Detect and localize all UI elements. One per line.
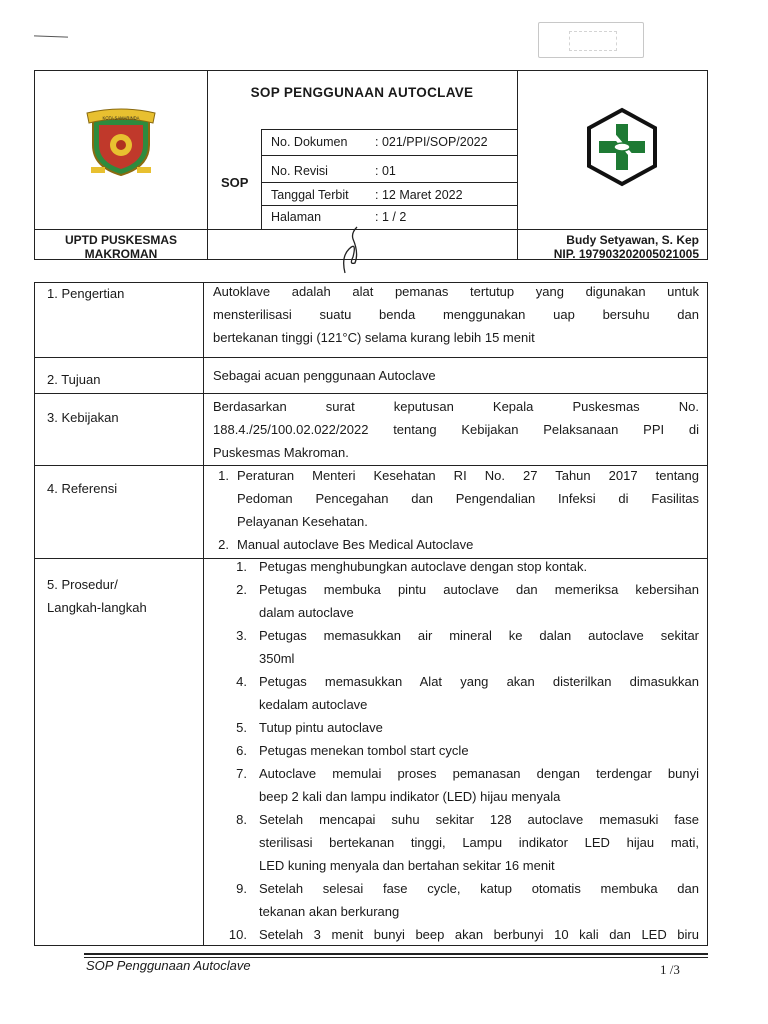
info-row-halaman: Halaman : 1 / 2: [271, 210, 407, 224]
list-item: 2. Petugas membuka pintu autoclave dan memeriksa kebersihan dalam autoclave: [236, 582, 699, 620]
sop-header: [34, 70, 708, 260]
section-text-tujuan: Sebagai acuan penggunaan Autoclave: [213, 368, 436, 383]
pen-mark: [34, 35, 68, 37]
list-item: 1. Peraturan Menteri Kesehatan RI No. 27 Tahun 2017 tentang Pedoman Pencegahan dan Pengendalian Infeksi di Fasilitas Pelayanan Kesehatan.: [218, 468, 699, 529]
info-row-tanggal: Tanggal Terbit : 12 Maret 2022: [271, 188, 463, 202]
list-item: 7. Autoclave memulai proses pemanasan dengan terdengar bunyi beep 2 kali dan lampu indikator (LED) hijau menyala: [236, 766, 699, 804]
list-item: 3. Petugas memasukkan air mineral ke dalan autoclave sekitar 350ml: [236, 628, 699, 666]
organization-name: UPTD PUSKESMAS MAKROMAN: [64, 233, 177, 261]
list-item: 4. Petugas memasukkan Alat yang akan disterilkan dimasukkan kedalam autoclave: [236, 674, 699, 712]
sop-label: SOP: [221, 175, 249, 190]
city-emblem-logo: [83, 107, 159, 177]
section-label-pengertian: 1. Pengertian: [47, 286, 125, 301]
signature: [331, 223, 371, 275]
list-item: 2. Manual autoclave Bes Medical Autoclave: [218, 537, 474, 552]
section-label-tujuan: 2. Tujuan: [47, 372, 101, 387]
list-item: 6. Petugas menekan tombol start cycle: [236, 743, 469, 758]
section-list-prosedur: [213, 555, 699, 946]
section-text-kebijakan: Berdasarkan surat keputusan Kepala Puskesmas No. 188.4./25/100.02.022/2022 tentang Kebijakan Pelaksanaan PPI di Puskesmas Makroman.: [213, 399, 699, 460]
info-row-dokumen: No. Dokumen : 021/PPI/SOP/2022: [271, 135, 488, 149]
section-label-kebijakan: 3. Kebijakan: [47, 410, 119, 425]
list-item: 8. Setelah mencapai suhu sekitar 128 autoclave memasuki fase sterilisasi bertekanan tinggi, Lampu indikator LED hijau mati, LED kuning menyala dan bertahan sekitar 16 menit: [236, 812, 699, 873]
list-item: 10. Setelah 3 menit bunyi beep akan berbunyi 10 kali dan LED biru: [228, 927, 699, 942]
puskesmas-logo: [585, 107, 659, 187]
list-item: 9. Setelah selesai fase cycle, katup otomatis membuka dan tekanan akan berkurang: [236, 881, 699, 919]
info-row-revisi: No. Revisi : 01: [271, 164, 396, 178]
list-item: 1. Petugas menghubungkan autoclave dengan stop kontak.: [236, 559, 588, 574]
footer-page-number: 1 /3: [660, 962, 680, 977]
document-title: SOP PENGGUNAAN AUTOCLAVE: [250, 85, 474, 100]
stamp-box: [538, 22, 644, 58]
section-label-referensi: 4. Referensi: [47, 481, 118, 496]
section-text-pengertian: Autoklave adalah alat pemanas tertutup yang digunakan untuk mensterilisasi suatu benda menggunakan uap bersuhu dan bertekanan tinggi (121°C) selama kurang lebih 15 menit: [213, 284, 699, 345]
section-label-prosedur: 5. Prosedur/ Langkah-langkah: [47, 577, 147, 615]
section-list-referensi: [213, 464, 699, 556]
footer-title: SOP Penggunaan Autoclave: [86, 958, 251, 973]
logo-text: KOTA SAMARINDA: [102, 115, 140, 121]
signer-info: Budy Setyawan, S. Kep NIP. 197903202005021005: [553, 233, 699, 261]
sop-content-table: [34, 282, 708, 946]
list-item: 5. Tutup pintu autoclave: [236, 720, 383, 735]
footer-rule: [84, 953, 708, 955]
